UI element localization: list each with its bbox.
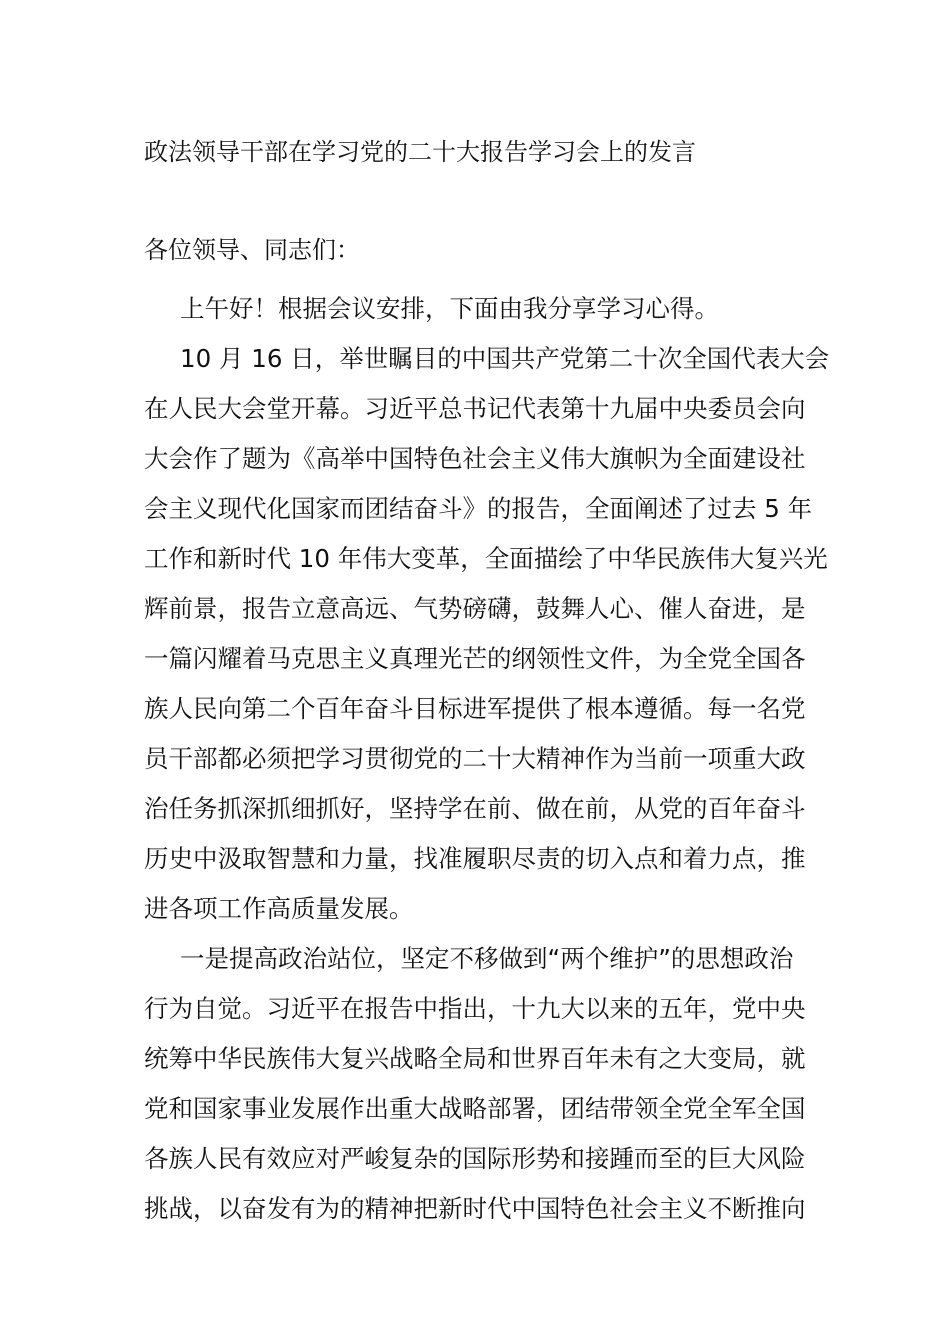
paragraph-line: 族人民向第二个百年奋斗目标进军提供了根本遵循。每一名党 <box>144 694 806 723</box>
paragraph-line: 行为自觉。习近平在报告中指出，十九大以来的五年，党中央 <box>144 994 806 1023</box>
paragraph-line: 员干部都必须把学习贯彻党的二十大精神作为当前一项重大政 <box>144 744 806 773</box>
document-title: 政法领导干部在学习党的二十大报告学习会上的发言 <box>144 138 696 166</box>
paragraph-line: 工作和新时代 10 年伟大变革，全面描绘了中华民族伟大复兴光 <box>144 544 828 573</box>
paragraph-line: 一篇闪耀着马克思主义真理光芒的纲领性文件，为全党全国各 <box>144 644 806 673</box>
paragraph-line: 治任务抓深抓细抓好，坚持学在前、做在前，从党的百年奋斗 <box>144 794 806 823</box>
paragraph-line: 10 月 16 日，举世瞩目的中国共产党第二十次全国代表大会 <box>180 344 830 373</box>
paragraph-line: 一是提高政治站位，坚定不移做到“两个维护”的思想政治 <box>180 944 794 973</box>
body-text <box>144 284 830 1234</box>
paragraph-line: 挑战，以奋发有为的精神把新时代中国特色社会主义不断推向 <box>144 1194 806 1223</box>
salutation: 各位领导、同志们： <box>144 236 360 264</box>
paragraph-line: 进各项工作高质量发展。 <box>144 894 414 923</box>
paragraph-line: 上午好！根据会议安排，下面由我分享学习心得。 <box>180 294 719 323</box>
paragraph-line: 各族人民有效应对严峻复杂的国际形势和接踵而至的巨大风险 <box>144 1144 806 1173</box>
paragraph-line: 会主义现代化国家而团结奋斗》的报告，全面阐述了过去 5 年 <box>144 494 813 523</box>
paragraph-line: 历史中汲取智慧和力量，找准履职尽责的切入点和着力点，推 <box>144 844 806 873</box>
paragraph-line: 在人民大会堂开幕。习近平总书记代表第十九届中央委员会向 <box>144 394 806 423</box>
paragraph-line: 大会作了题为《高举中国特色社会主义伟大旗帜为全面建设社 <box>144 444 806 473</box>
paragraph-line: 统筹中华民族伟大复兴战略全局和世界百年未有之大变局，就 <box>144 1044 806 1073</box>
paragraph-line: 党和国家事业发展作出重大战略部署，团结带领全党全军全国 <box>144 1094 806 1123</box>
paragraph-line: 辉前景，报告立意高远、气势磅礴，鼓舞人心、催人奋进，是 <box>144 594 806 623</box>
